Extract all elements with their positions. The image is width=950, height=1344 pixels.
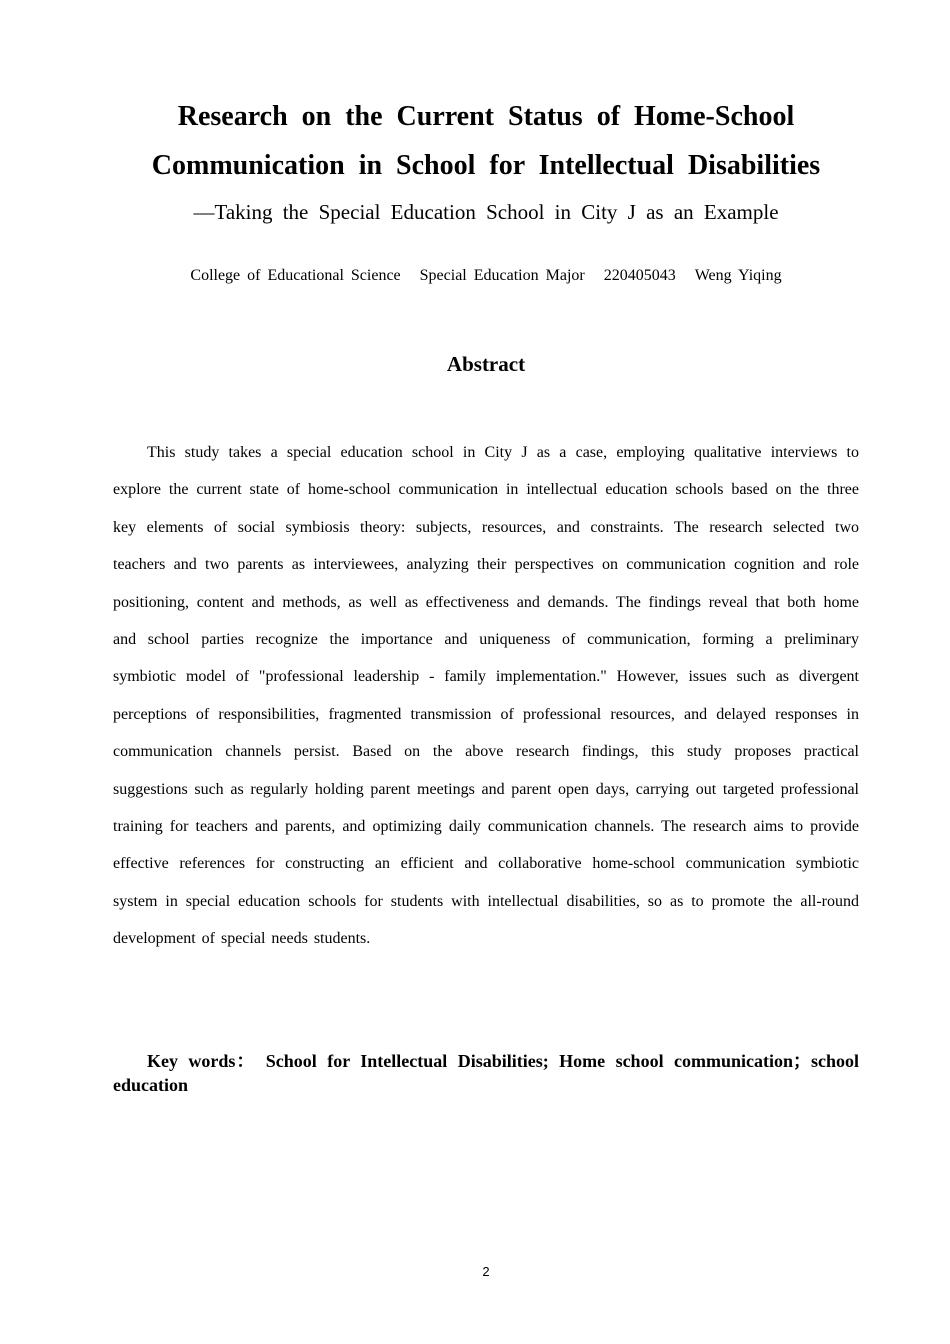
document-subtitle: —Taking the Special Education School in City J as an Example — [193, 200, 779, 224]
page-number: 2 — [482, 1264, 490, 1279]
abstract-body: This study takes a special education school in City J as a case, employing qualitative interviews to explore the current state of home-school communication in intellectual education schools based on the three key elements of social symbiosis theory: subjects, resources, and constraints. The research selected two teachers and two parents as interviewees, analyzing their perspectives on communication cognition and role positioning, content and methods, as well as effectiveness and demands. The findings reveal that both home and school parties recognize the importance and uniqueness of communication, forming a preliminary symbiotic model of "professional leadership - family implementation." However, issues such as divergent perceptions of responsibilities, fragmented transmission of professional resources, and delayed responses in communication channels persist. Based on the above research findings, this study proposes practical suggestions such as regularly holding parent meetings and parent open days, carrying out targeted professional training for teachers and parents, and optimizing daily communication channels. The research aims to provide effective references for constructing an efficient and collaborative home-school communication symbiotic system in special education schools for students with intellectual disabilities, so as to promote the all-round development of special needs students. — [113, 444, 859, 948]
keywords — [113, 1049, 859, 1097]
keywords-text: School for Intellectual Disabilities; Home school communication；school education — [113, 1051, 860, 1095]
author-major: Special Education Major — [419, 267, 585, 284]
abstract-heading: Abstract — [446, 352, 526, 376]
author-line — [130, 267, 842, 285]
author-name: Weng Yiqing — [694, 267, 782, 284]
author-student-id: 220405043 — [603, 267, 676, 284]
document-title: Research on the Current Status of Home-School Communication in School for Intellectual Disabilities — [151, 101, 821, 181]
author-college: College of Educational Science — [190, 267, 401, 284]
keywords-label: Key words： — [147, 1051, 256, 1071]
